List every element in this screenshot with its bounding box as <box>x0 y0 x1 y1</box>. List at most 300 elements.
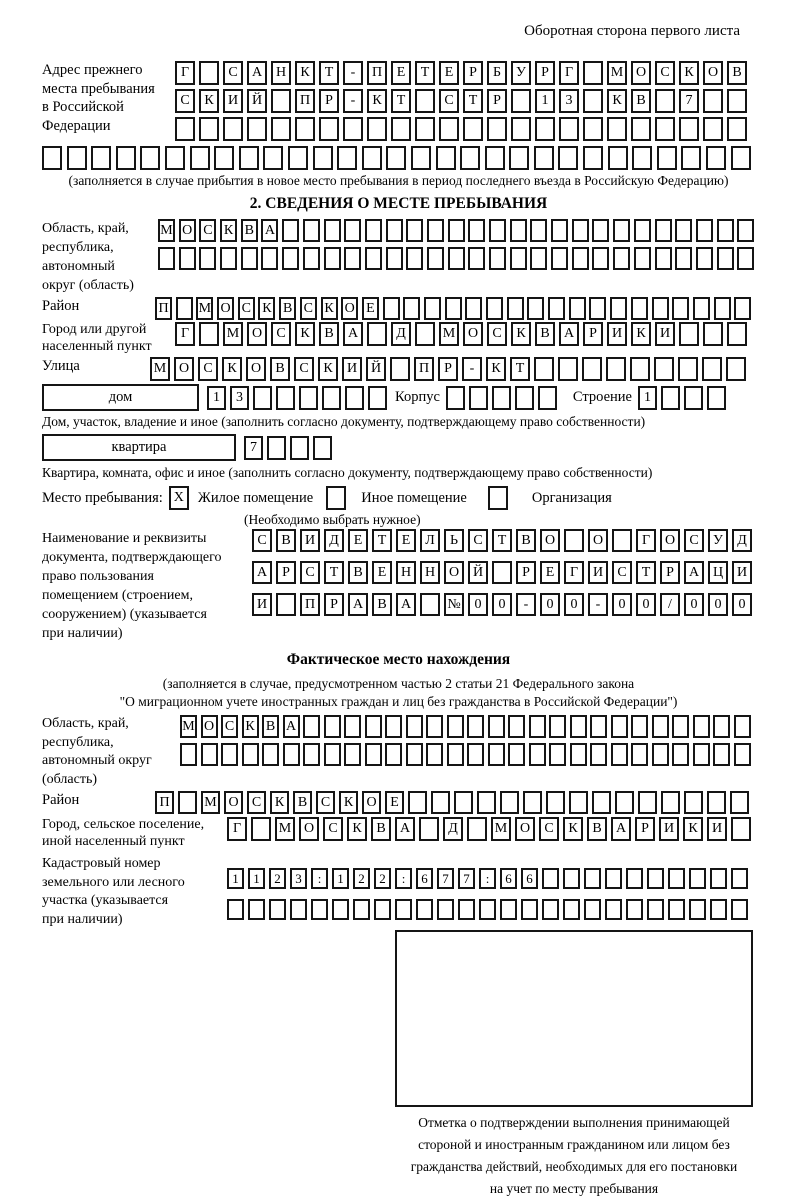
char-cell[interactable]: 0 <box>564 593 584 616</box>
char-cell[interactable] <box>534 146 554 170</box>
char-cell[interactable]: - <box>343 61 363 85</box>
document-row-2[interactable] <box>252 561 752 589</box>
char-cell[interactable] <box>324 219 341 242</box>
checkbox-organization[interactable] <box>488 486 508 510</box>
char-cell[interactable]: О <box>444 561 464 584</box>
char-cell[interactable] <box>590 743 607 766</box>
char-cell[interactable] <box>615 791 634 814</box>
char-cell[interactable]: М <box>158 219 175 242</box>
char-cell[interactable]: У <box>511 61 531 85</box>
char-cell[interactable] <box>479 899 496 920</box>
char-cell[interactable] <box>549 715 566 738</box>
char-cell[interactable]: В <box>372 593 392 616</box>
char-cell[interactable] <box>468 247 485 270</box>
char-cell[interactable]: Е <box>439 61 459 85</box>
char-cell[interactable] <box>529 743 546 766</box>
char-cell[interactable]: Г <box>175 322 195 346</box>
char-cell[interactable]: И <box>655 322 675 346</box>
char-cell[interactable] <box>343 117 363 141</box>
char-cell[interactable] <box>507 297 524 320</box>
char-cell[interactable]: В <box>293 791 312 814</box>
char-cell[interactable] <box>406 715 423 738</box>
char-cell[interactable] <box>295 117 315 141</box>
char-cell[interactable] <box>538 386 557 410</box>
char-cell[interactable] <box>592 791 611 814</box>
char-cell[interactable] <box>489 247 506 270</box>
char-cell[interactable] <box>322 386 341 410</box>
char-cell[interactable] <box>584 899 601 920</box>
char-cell[interactable] <box>140 146 160 170</box>
char-cell[interactable]: К <box>295 322 315 346</box>
char-cell[interactable] <box>608 146 628 170</box>
char-cell[interactable] <box>415 117 435 141</box>
char-cell[interactable]: / <box>660 593 680 616</box>
char-cell[interactable] <box>731 817 751 841</box>
char-cell[interactable]: В <box>262 715 279 738</box>
char-cell[interactable] <box>696 219 713 242</box>
char-cell[interactable] <box>693 297 710 320</box>
char-cell[interactable]: В <box>587 817 607 841</box>
char-cell[interactable] <box>703 117 723 141</box>
char-cell[interactable]: К <box>367 89 387 113</box>
char-cell[interactable]: К <box>511 322 531 346</box>
char-cell[interactable]: : <box>395 868 412 889</box>
char-cell[interactable] <box>647 899 664 920</box>
prev-address-row-3[interactable] <box>175 117 747 141</box>
char-cell[interactable] <box>448 247 465 270</box>
char-cell[interactable] <box>445 297 462 320</box>
char-cell[interactable]: К <box>270 791 289 814</box>
char-cell[interactable]: Р <box>324 593 344 616</box>
char-cell[interactable]: О <box>540 529 560 552</box>
char-cell[interactable] <box>546 791 565 814</box>
char-cell[interactable] <box>344 247 361 270</box>
char-cell[interactable] <box>365 219 382 242</box>
char-cell[interactable] <box>569 297 586 320</box>
char-cell[interactable]: Е <box>391 61 411 85</box>
char-cell[interactable] <box>251 817 271 841</box>
char-cell[interactable] <box>626 868 643 889</box>
char-cell[interactable] <box>223 117 243 141</box>
char-cell[interactable]: С <box>468 529 488 552</box>
char-cell[interactable] <box>713 743 730 766</box>
apartment-cells[interactable] <box>244 436 332 460</box>
char-cell[interactable] <box>592 219 609 242</box>
char-cell[interactable]: А <box>343 322 363 346</box>
char-cell[interactable]: В <box>319 322 339 346</box>
char-cell[interactable] <box>661 386 680 410</box>
char-cell[interactable]: Й <box>247 89 267 113</box>
char-cell[interactable]: О <box>224 791 243 814</box>
actual-region-row-1[interactable] <box>180 715 751 738</box>
char-cell[interactable] <box>253 386 272 410</box>
char-cell[interactable]: К <box>242 715 259 738</box>
actual-region-row-2[interactable] <box>180 743 751 766</box>
char-cell[interactable]: К <box>199 89 219 113</box>
char-cell[interactable]: - <box>516 593 536 616</box>
checkbox-other-premises[interactable] <box>326 486 346 510</box>
char-cell[interactable] <box>675 219 692 242</box>
char-cell[interactable] <box>324 743 341 766</box>
char-cell[interactable]: 0 <box>540 593 560 616</box>
char-cell[interactable] <box>283 743 300 766</box>
char-cell[interactable] <box>684 791 703 814</box>
char-cell[interactable] <box>631 743 648 766</box>
char-cell[interactable]: В <box>535 322 555 346</box>
char-cell[interactable]: Т <box>463 89 483 113</box>
char-cell[interactable] <box>563 899 580 920</box>
char-cell[interactable] <box>563 868 580 889</box>
char-cell[interactable]: К <box>222 357 242 381</box>
char-cell[interactable] <box>460 146 480 170</box>
char-cell[interactable] <box>303 715 320 738</box>
char-cell[interactable]: 7 <box>244 436 263 460</box>
char-cell[interactable]: 1 <box>535 89 555 113</box>
char-cell[interactable] <box>508 743 525 766</box>
char-cell[interactable]: Д <box>391 322 411 346</box>
char-cell[interactable] <box>276 386 295 410</box>
char-cell[interactable] <box>469 386 488 410</box>
char-cell[interactable]: 3 <box>230 386 249 410</box>
char-cell[interactable] <box>570 743 587 766</box>
char-cell[interactable] <box>454 791 473 814</box>
char-cell[interactable] <box>447 715 464 738</box>
char-cell[interactable]: - <box>588 593 608 616</box>
char-cell[interactable]: М <box>275 817 295 841</box>
char-cell[interactable]: - <box>462 357 482 381</box>
char-cell[interactable] <box>707 791 726 814</box>
char-cell[interactable] <box>631 715 648 738</box>
char-cell[interactable]: П <box>367 61 387 85</box>
char-cell[interactable]: С <box>271 322 291 346</box>
char-cell[interactable] <box>558 357 578 381</box>
char-cell[interactable] <box>551 247 568 270</box>
char-cell[interactable]: В <box>727 61 747 85</box>
char-cell[interactable]: А <box>396 593 416 616</box>
char-cell[interactable]: А <box>559 322 579 346</box>
char-cell[interactable]: Т <box>372 529 392 552</box>
char-cell[interactable]: 3 <box>290 868 307 889</box>
char-cell[interactable] <box>589 297 606 320</box>
char-cell[interactable] <box>239 146 259 170</box>
char-cell[interactable] <box>267 436 286 460</box>
char-cell[interactable]: А <box>261 219 278 242</box>
char-cell[interactable] <box>345 386 364 410</box>
char-cell[interactable]: 3 <box>559 89 579 113</box>
char-cell[interactable]: Т <box>492 529 512 552</box>
char-cell[interactable] <box>42 146 62 170</box>
char-cell[interactable]: Ц <box>708 561 728 584</box>
char-cell[interactable] <box>415 322 435 346</box>
house-field-box[interactable]: дом <box>42 384 199 411</box>
char-cell[interactable] <box>530 247 547 270</box>
char-cell[interactable] <box>542 868 559 889</box>
char-cell[interactable]: Р <box>438 357 458 381</box>
char-cell[interactable] <box>365 715 382 738</box>
char-cell[interactable] <box>613 247 630 270</box>
char-cell[interactable] <box>271 89 291 113</box>
char-cell[interactable] <box>679 322 699 346</box>
char-cell[interactable] <box>385 743 402 766</box>
char-cell[interactable] <box>678 357 698 381</box>
char-cell[interactable]: О <box>588 529 608 552</box>
char-cell[interactable] <box>489 219 506 242</box>
char-cell[interactable] <box>731 146 751 170</box>
char-cell[interactable] <box>714 297 731 320</box>
char-cell[interactable] <box>737 247 754 270</box>
char-cell[interactable] <box>655 117 675 141</box>
char-cell[interactable] <box>693 715 710 738</box>
char-cell[interactable] <box>510 219 527 242</box>
char-cell[interactable]: А <box>283 715 300 738</box>
char-cell[interactable]: И <box>607 322 627 346</box>
char-cell[interactable]: И <box>588 561 608 584</box>
char-cell[interactable] <box>477 791 496 814</box>
char-cell[interactable] <box>569 791 588 814</box>
char-cell[interactable]: О <box>217 297 234 320</box>
char-cell[interactable] <box>468 219 485 242</box>
char-cell[interactable]: Г <box>227 817 247 841</box>
char-cell[interactable] <box>269 899 286 920</box>
char-cell[interactable] <box>406 247 423 270</box>
char-cell[interactable] <box>367 117 387 141</box>
char-cell[interactable] <box>415 89 435 113</box>
char-cell[interactable]: Д <box>732 529 752 552</box>
char-cell[interactable] <box>282 219 299 242</box>
char-cell[interactable]: 0 <box>708 593 728 616</box>
char-cell[interactable] <box>332 899 349 920</box>
char-cell[interactable]: И <box>223 89 243 113</box>
char-cell[interactable]: 0 <box>468 593 488 616</box>
char-cell[interactable] <box>353 899 370 920</box>
char-cell[interactable]: П <box>414 357 434 381</box>
char-cell[interactable]: Р <box>463 61 483 85</box>
char-cell[interactable] <box>419 817 439 841</box>
char-cell[interactable] <box>668 899 685 920</box>
char-cell[interactable] <box>527 297 544 320</box>
char-cell[interactable]: О <box>174 357 194 381</box>
char-cell[interactable] <box>276 593 296 616</box>
char-cell[interactable]: В <box>516 529 536 552</box>
char-cell[interactable]: А <box>252 561 272 584</box>
char-cell[interactable] <box>324 247 341 270</box>
char-cell[interactable]: М <box>201 791 220 814</box>
char-cell[interactable]: Т <box>319 61 339 85</box>
char-cell[interactable]: С <box>487 322 507 346</box>
char-cell[interactable] <box>610 297 627 320</box>
char-cell[interactable]: В <box>371 817 391 841</box>
char-cell[interactable] <box>344 219 361 242</box>
char-cell[interactable] <box>411 146 431 170</box>
char-cell[interactable]: П <box>300 593 320 616</box>
document-row-1[interactable] <box>252 529 752 557</box>
char-cell[interactable] <box>487 117 507 141</box>
char-cell[interactable] <box>221 743 238 766</box>
char-cell[interactable]: О <box>299 817 319 841</box>
char-cell[interactable]: П <box>155 791 174 814</box>
char-cell[interactable] <box>500 899 517 920</box>
char-cell[interactable]: 6 <box>416 868 433 889</box>
char-cell[interactable] <box>727 322 747 346</box>
char-cell[interactable] <box>672 715 689 738</box>
char-cell[interactable] <box>634 219 651 242</box>
char-cell[interactable] <box>179 247 196 270</box>
prev-address-row-1[interactable] <box>175 61 747 85</box>
char-cell[interactable] <box>324 715 341 738</box>
char-cell[interactable] <box>178 791 197 814</box>
char-cell[interactable] <box>672 743 689 766</box>
char-cell[interactable]: К <box>679 61 699 85</box>
char-cell[interactable] <box>534 357 554 381</box>
char-cell[interactable]: 6 <box>500 868 517 889</box>
char-cell[interactable] <box>583 146 603 170</box>
korpus-cells[interactable] <box>446 386 557 410</box>
char-cell[interactable]: 0 <box>492 593 512 616</box>
char-cell[interactable] <box>551 219 568 242</box>
char-cell[interactable]: А <box>611 817 631 841</box>
char-cell[interactable] <box>706 146 726 170</box>
char-cell[interactable]: П <box>155 297 172 320</box>
char-cell[interactable] <box>710 899 727 920</box>
char-cell[interactable] <box>684 386 703 410</box>
char-cell[interactable]: Г <box>564 561 584 584</box>
char-cell[interactable]: М <box>150 357 170 381</box>
char-cell[interactable]: С <box>684 529 704 552</box>
char-cell[interactable] <box>313 146 333 170</box>
char-cell[interactable] <box>406 743 423 766</box>
region-row-2[interactable] <box>158 247 754 270</box>
char-cell[interactable] <box>227 899 244 920</box>
char-cell[interactable] <box>672 297 689 320</box>
char-cell[interactable]: П <box>295 89 315 113</box>
char-cell[interactable]: 2 <box>353 868 370 889</box>
char-cell[interactable] <box>647 868 664 889</box>
char-cell[interactable] <box>242 743 259 766</box>
char-cell[interactable] <box>710 868 727 889</box>
char-cell[interactable]: М <box>223 322 243 346</box>
char-cell[interactable] <box>406 219 423 242</box>
actual-city-row[interactable] <box>227 817 751 841</box>
char-cell[interactable] <box>271 117 291 141</box>
char-cell[interactable] <box>367 322 387 346</box>
char-cell[interactable] <box>727 89 747 113</box>
char-cell[interactable] <box>731 899 748 920</box>
char-cell[interactable]: С <box>175 89 195 113</box>
char-cell[interactable]: С <box>221 715 238 738</box>
char-cell[interactable]: Г <box>636 529 656 552</box>
char-cell[interactable] <box>703 322 723 346</box>
char-cell[interactable]: 7 <box>458 868 475 889</box>
char-cell[interactable]: О <box>201 715 218 738</box>
char-cell[interactable] <box>303 247 320 270</box>
char-cell[interactable] <box>199 117 219 141</box>
char-cell[interactable] <box>485 146 505 170</box>
char-cell[interactable] <box>290 436 309 460</box>
char-cell[interactable] <box>386 219 403 242</box>
char-cell[interactable]: 1 <box>332 868 349 889</box>
city-row[interactable] <box>175 322 747 346</box>
char-cell[interactable]: И <box>252 593 272 616</box>
char-cell[interactable] <box>638 791 657 814</box>
char-cell[interactable]: - <box>343 89 363 113</box>
char-cell[interactable]: А <box>684 561 704 584</box>
char-cell[interactable] <box>290 899 307 920</box>
char-cell[interactable] <box>467 715 484 738</box>
char-cell[interactable] <box>570 715 587 738</box>
char-cell[interactable]: Е <box>372 561 392 584</box>
char-cell[interactable] <box>262 743 279 766</box>
char-cell[interactable] <box>652 715 669 738</box>
char-cell[interactable] <box>654 357 674 381</box>
char-cell[interactable] <box>572 219 589 242</box>
char-cell[interactable] <box>734 715 751 738</box>
char-cell[interactable]: М <box>439 322 459 346</box>
char-cell[interactable] <box>702 357 722 381</box>
char-cell[interactable] <box>679 117 699 141</box>
char-cell[interactable]: О <box>660 529 680 552</box>
street-row[interactable] <box>150 357 746 381</box>
char-cell[interactable] <box>607 117 627 141</box>
char-cell[interactable] <box>492 561 512 584</box>
char-cell[interactable] <box>523 791 542 814</box>
char-cell[interactable] <box>190 146 210 170</box>
char-cell[interactable]: Б <box>487 61 507 85</box>
char-cell[interactable] <box>508 715 525 738</box>
char-cell[interactable]: В <box>241 219 258 242</box>
char-cell[interactable] <box>458 899 475 920</box>
char-cell[interactable] <box>368 386 387 410</box>
char-cell[interactable]: 2 <box>269 868 286 889</box>
char-cell[interactable] <box>299 386 318 410</box>
char-cell[interactable]: Е <box>396 529 416 552</box>
char-cell[interactable]: Д <box>324 529 344 552</box>
char-cell[interactable] <box>214 146 234 170</box>
char-cell[interactable]: Н <box>396 561 416 584</box>
char-cell[interactable] <box>572 247 589 270</box>
char-cell[interactable] <box>584 868 601 889</box>
char-cell[interactable] <box>605 868 622 889</box>
char-cell[interactable] <box>390 357 410 381</box>
char-cell[interactable] <box>386 146 406 170</box>
char-cell[interactable] <box>652 297 669 320</box>
char-cell[interactable] <box>344 743 361 766</box>
char-cell[interactable] <box>386 247 403 270</box>
char-cell[interactable] <box>717 247 734 270</box>
char-cell[interactable] <box>696 247 713 270</box>
char-cell[interactable] <box>613 219 630 242</box>
char-cell[interactable]: С <box>247 791 266 814</box>
char-cell[interactable] <box>220 247 237 270</box>
char-cell[interactable] <box>465 297 482 320</box>
char-cell[interactable] <box>385 715 402 738</box>
char-cell[interactable]: К <box>486 357 506 381</box>
char-cell[interactable] <box>675 247 692 270</box>
char-cell[interactable] <box>657 146 677 170</box>
char-cell[interactable] <box>558 146 578 170</box>
char-cell[interactable]: К <box>607 89 627 113</box>
char-cell[interactable]: : <box>311 868 328 889</box>
char-cell[interactable]: К <box>339 791 358 814</box>
char-cell[interactable] <box>529 715 546 738</box>
char-cell[interactable]: С <box>238 297 255 320</box>
char-cell[interactable] <box>467 817 487 841</box>
char-cell[interactable] <box>734 297 751 320</box>
char-cell[interactable]: Р <box>487 89 507 113</box>
char-cell[interactable] <box>426 715 443 738</box>
char-cell[interactable]: 1 <box>248 868 265 889</box>
char-cell[interactable]: В <box>279 297 296 320</box>
char-cell[interactable] <box>717 219 734 242</box>
